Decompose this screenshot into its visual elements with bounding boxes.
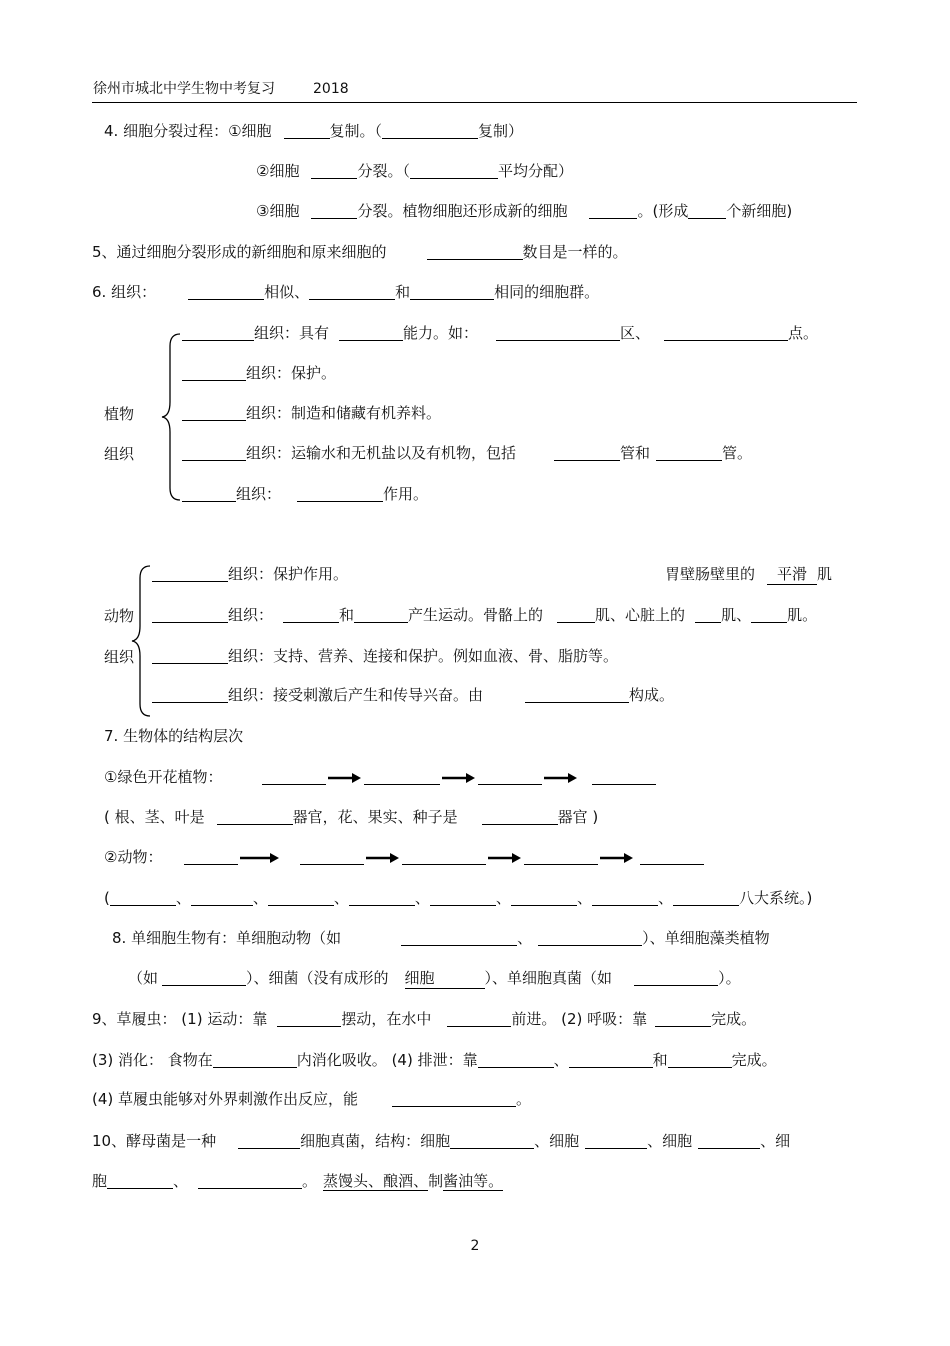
blank [182,405,246,421]
arrow-icon [240,852,280,864]
q9-line2 [92,1050,777,1070]
q6-text: 组织：保护。 [246,364,337,382]
underlined-text: 蒸馒头、 [323,1172,384,1190]
q8-text: ）、单细胞真菌（如 [484,969,613,987]
q6-text: 区、 [620,324,651,342]
q9-text: (4) 草履虫能够对外界刺激作出反应，能 [92,1090,359,1108]
q6-text: 组织：制造和储藏有机养料。 [246,404,442,422]
blank [557,607,595,623]
blank [354,607,408,623]
q7-animal-line [104,847,704,867]
q8-text: ）、细菌（没有成形的 [246,969,389,987]
blank [401,930,517,946]
blank [482,809,558,825]
blank [640,849,704,865]
blank [262,769,326,785]
blank [284,123,330,139]
q6-text: 胃壁肠壁里的 [665,565,756,583]
q10-line2 [92,1171,503,1191]
q10-text: 、细胞 [647,1132,693,1150]
blank [152,648,228,664]
q9-text: 摆动，在水中 [341,1010,432,1028]
blank [311,163,357,179]
q6-text: 肌、心脏上的 [595,606,686,624]
q4-line1 [104,121,523,141]
q9-text: 和 [652,1051,668,1069]
blank [238,1133,300,1149]
q4-text: 分裂。植物细胞还形成新的细胞 [357,202,568,220]
animal-tissue-4 [152,685,674,705]
q9-text: 内消化吸收。 (4) 排泄：靠 [296,1051,478,1069]
q6-text: 6. 组织： [92,283,157,301]
q7-text: 、 [414,889,430,907]
blank [478,1052,554,1068]
blank [688,203,726,219]
blank [585,1133,647,1149]
q6-text: 组织： [228,606,274,624]
q7-systems-line [104,888,812,908]
q6-text: 组织：保护作用。 [228,565,349,583]
blank [450,1133,534,1149]
q8-text: 、 [517,929,533,947]
blank [402,849,486,865]
q6-text: 组织：具有 [254,324,330,342]
blank [538,930,642,946]
blank [311,203,357,219]
blank [496,325,620,341]
animal-tissue-1 [152,564,348,584]
blank [478,769,542,785]
plant-tissue-2 [182,363,336,383]
q6-text: 肌。 [787,606,818,624]
blank [382,123,478,139]
blank [592,769,656,785]
q4-text: 。(形成 [637,202,689,220]
q4-line2 [256,161,573,181]
q7-text: 、 [657,889,673,907]
q7-text: 、 [333,889,349,907]
q6-text: 构成。 [629,686,675,704]
q6-text: 作用。 [383,485,429,503]
page-header [93,78,349,98]
plant-label-1: 植物 [104,405,135,423]
q7-text: 器官，花、果实、种子是 [292,808,458,826]
q4-text: 分裂。（ [357,162,410,180]
blank [430,890,496,906]
blank [182,365,246,381]
q7-plant-line [104,767,656,787]
blank [427,244,523,260]
q6-text: 产生运动。骨骼上的 [408,606,544,624]
q7-text: 器官 ) [557,808,599,826]
blank [191,890,253,906]
q6-text: 相似、 [264,283,310,301]
q6-text: 组织： [236,485,282,503]
blank [511,890,577,906]
q6-text: 和 [339,606,355,624]
blank [182,325,254,341]
q10-text: 细胞真菌，结构：细胞 [300,1132,451,1150]
animal-brace [130,564,152,718]
blank [569,1052,653,1068]
arrow-icon [488,852,522,864]
blank [309,284,395,300]
blank [277,1011,341,1027]
q7-text: 、 [576,889,592,907]
plant-tissue-4 [182,443,752,463]
filled-blank: 细胞 [405,968,485,989]
blank [213,1052,297,1068]
q10-text: 、细胞 [534,1132,580,1150]
arrow-icon [600,852,634,864]
blank [668,1052,732,1068]
plant-label-2: 组织 [104,445,135,463]
q9-text: 、 [553,1051,569,1069]
arrow-icon [366,852,400,864]
blank [107,1173,173,1189]
blank [283,607,339,623]
animal-tissue-3 [152,646,618,666]
q6-text: 肌、 [721,606,752,624]
plant-tissue-5 [182,484,428,504]
q7-text: 、 [175,889,191,907]
q10-text: 制 [428,1172,444,1190]
animal-tissue-2 [152,605,817,625]
underlined-text: 酿酒、 [383,1172,429,1190]
q4-line3 [256,201,792,221]
blank [182,486,236,502]
blank [698,1133,760,1149]
q4-text: 复制） [478,122,524,140]
filled-blank: 平滑 [767,564,817,585]
q10-text: 、细 [760,1132,791,1150]
arrow-icon [544,772,578,784]
blank [162,970,246,986]
q7-text: 、 [495,889,511,907]
q8-text: ）、单细胞藻类植物 [642,929,770,947]
blank [410,163,498,179]
blank [184,849,238,865]
blank [198,1173,302,1189]
q6-text: 组织：接受刺激后产生和传导兴奋。由 [228,686,484,704]
blank [524,849,598,865]
blank [110,890,176,906]
q9-text: 完成。 [731,1051,777,1069]
blank [182,445,246,461]
q9-text: 前进。 (2) 呼吸：靠 [511,1010,648,1028]
plant-brace [160,332,182,502]
q10-text: 。 [302,1172,318,1190]
q8-text: ）。 [718,969,741,987]
blank [655,1011,711,1027]
plant-tissue-3 [182,403,441,423]
blank [525,687,629,703]
q8-text: （如 [128,969,159,987]
q4-text: ③细胞 [256,202,300,220]
blank [300,849,364,865]
q9-text: (3) 消化： 食物在 [92,1051,213,1069]
q7-text: ①绿色开花植物： [104,768,223,786]
arrow-icon [442,772,476,784]
q6-text: 组织：运输水和无机盐以及有机物，包括 [246,444,517,462]
blank [592,890,658,906]
blank [339,325,403,341]
q6-line [92,282,599,302]
q6-text: 能力。如： [403,324,479,342]
q10-text: 胞 [92,1172,108,1190]
q9-text: 。 [516,1090,532,1108]
animal-label-1: 动物 [104,607,135,625]
q7-organs-line [104,807,598,827]
blank [349,890,415,906]
blank [410,284,494,300]
q8-text: 8. 单细胞生物有：单细胞动物（如 [112,929,342,947]
q9-text: 9、草履虫： (1) 运动：靠 [92,1010,268,1028]
q9-text: 完成。 [711,1010,757,1028]
blank [152,566,228,582]
q6-text: 点。 [788,324,819,342]
blank [152,607,228,623]
blank [695,607,721,623]
q10-line1 [92,1131,790,1151]
q7-text: ②动物： [104,848,163,866]
blank [664,325,788,341]
header-rule [92,102,857,103]
q7-text: ( [104,889,110,907]
q9-line1 [92,1009,756,1029]
q4-text: 复制。（ [329,122,383,140]
q4-text: 平均分配） [497,162,573,180]
q6-text: 肌 [817,565,833,583]
blank [392,1091,516,1107]
plant-tissue-1 [182,323,818,343]
blank [447,1011,511,1027]
blank [589,203,637,219]
q7-title: 7. 生物体的结构层次 [104,727,244,745]
q7-text: 、 [252,889,268,907]
arrow-icon [328,772,362,784]
q10-text: 10、酵母菌是一种 [92,1132,217,1150]
q5-text: 数目是一样的。 [522,243,628,261]
q4-text: ②细胞 [256,162,300,180]
q8-line2 [128,968,741,989]
underlined-text: 酱油等。 [443,1172,504,1190]
q5-text: 5、通过细胞分裂形成的新细胞和原来细胞的 [92,243,387,261]
q6-text: 管。 [722,444,753,462]
blank [297,486,383,502]
page-number: 2 [470,1238,480,1254]
blank [364,769,440,785]
q6-text: 相同的细胞群。 [494,283,600,301]
blank [188,284,264,300]
blank [152,687,228,703]
blank [554,445,620,461]
blank [751,607,787,623]
blank [673,890,739,906]
animal-tissue-1-right [665,564,832,585]
q4-text: 4. 细胞分裂过程：①细胞 [104,122,272,140]
q10-text: 、 [173,1172,189,1190]
q6-text: 组织：支持、营养、连接和保护。例如血液、骨、脂肪等。 [228,647,619,665]
blank [217,809,293,825]
blank [656,445,722,461]
blank [634,970,718,986]
q4-text: 个新细胞) [726,202,793,220]
header-year: 2018 [313,81,349,97]
q6-text: 管和 [620,444,651,462]
q7-text: ( 根、茎、叶是 [104,808,205,826]
q9-line3 [92,1089,531,1109]
q6-text: 和 [395,283,411,301]
blank [268,890,334,906]
q8-line1 [112,928,770,948]
animal-label-2: 组织 [104,648,135,666]
header-title: 徐州市城北中学生物中考复习 [93,81,275,97]
q7-text: 八大系统。) [738,889,813,907]
q5-line [92,242,628,262]
